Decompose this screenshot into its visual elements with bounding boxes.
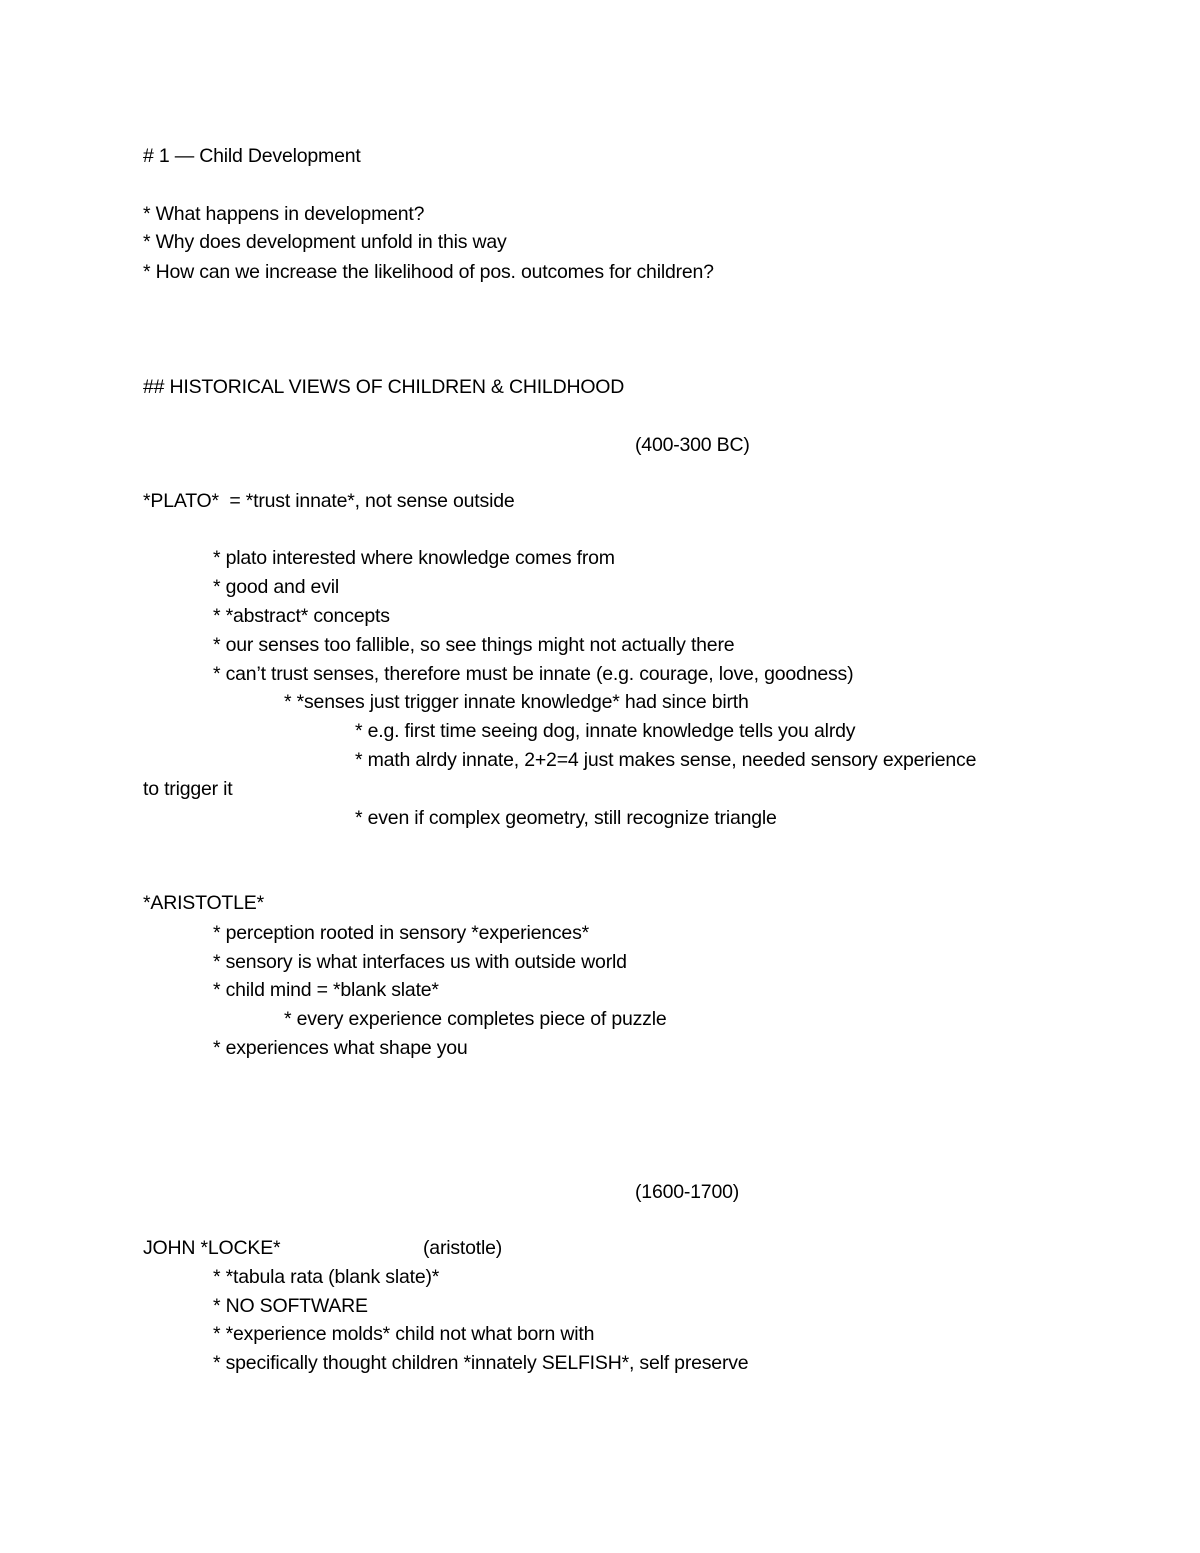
wrapped-line: to trigger it — [143, 778, 233, 800]
question-item: * Why does development unfold in this way — [143, 231, 507, 253]
bullet-item: * good and evil — [213, 576, 340, 598]
sub-bullet-item: * *senses just trigger innate knowledge* had since birth — [284, 691, 749, 713]
locke-heading: JOHN *LOCKE* — [143, 1237, 281, 1259]
bullet-item: * *tabula rata (blank slate)* — [213, 1266, 440, 1288]
aristotle-heading: *ARISTOTLE* — [143, 892, 264, 914]
bullet-item: * perception rooted in sensory *experiences* — [213, 922, 590, 944]
plato-heading: *PLATO* = *trust innate*, not sense outside — [143, 490, 515, 512]
bullet-item: * experiences what shape you — [213, 1037, 468, 1059]
title-heading: # 1 — Child Development — [143, 145, 361, 167]
bullet-item: * NO SOFTWARE — [213, 1295, 368, 1317]
bullet-item: * our senses too fallible, so see things might not actually there — [213, 634, 735, 656]
section-heading: ## HISTORICAL VIEWS OF CHILDREN & CHILDHOOD — [143, 376, 625, 398]
sub-sub-bullet-item: * even if complex geometry, still recognize triangle — [355, 807, 777, 829]
bullet-item: * child mind = *blank slate* — [213, 979, 439, 1001]
sub-bullet-item: * every experience completes piece of puzzle — [284, 1008, 667, 1030]
bullet-item: * can’t trust senses, therefore must be innate (e.g. courage, love, goodness) — [213, 663, 854, 685]
bullet-item: * specifically thought children *innately SELFISH*, self preserve — [213, 1352, 749, 1374]
sub-sub-bullet-item: * e.g. first time seeing dog, innate knowledge tells you alrdy — [355, 720, 856, 742]
bullet-item: * *abstract* concepts — [213, 605, 390, 627]
date-range-label: (1600-1700) — [635, 1181, 740, 1203]
question-item: * How can we increase the likelihood of pos. outcomes for children? — [143, 261, 714, 283]
bullet-item: * plato interested where knowledge comes from — [213, 547, 615, 569]
bullet-item: * sensory is what interfaces us with outside world — [213, 951, 627, 973]
date-range-label: (400-300 BC) — [635, 434, 750, 456]
locke-aside: (aristotle) — [423, 1237, 503, 1259]
question-item: * What happens in development? — [143, 203, 425, 225]
bullet-item: * *experience molds* child not what born with — [213, 1323, 595, 1345]
sub-sub-bullet-item: * math alrdy innate, 2+2=4 just makes sense, needed sensory experience — [355, 749, 977, 771]
